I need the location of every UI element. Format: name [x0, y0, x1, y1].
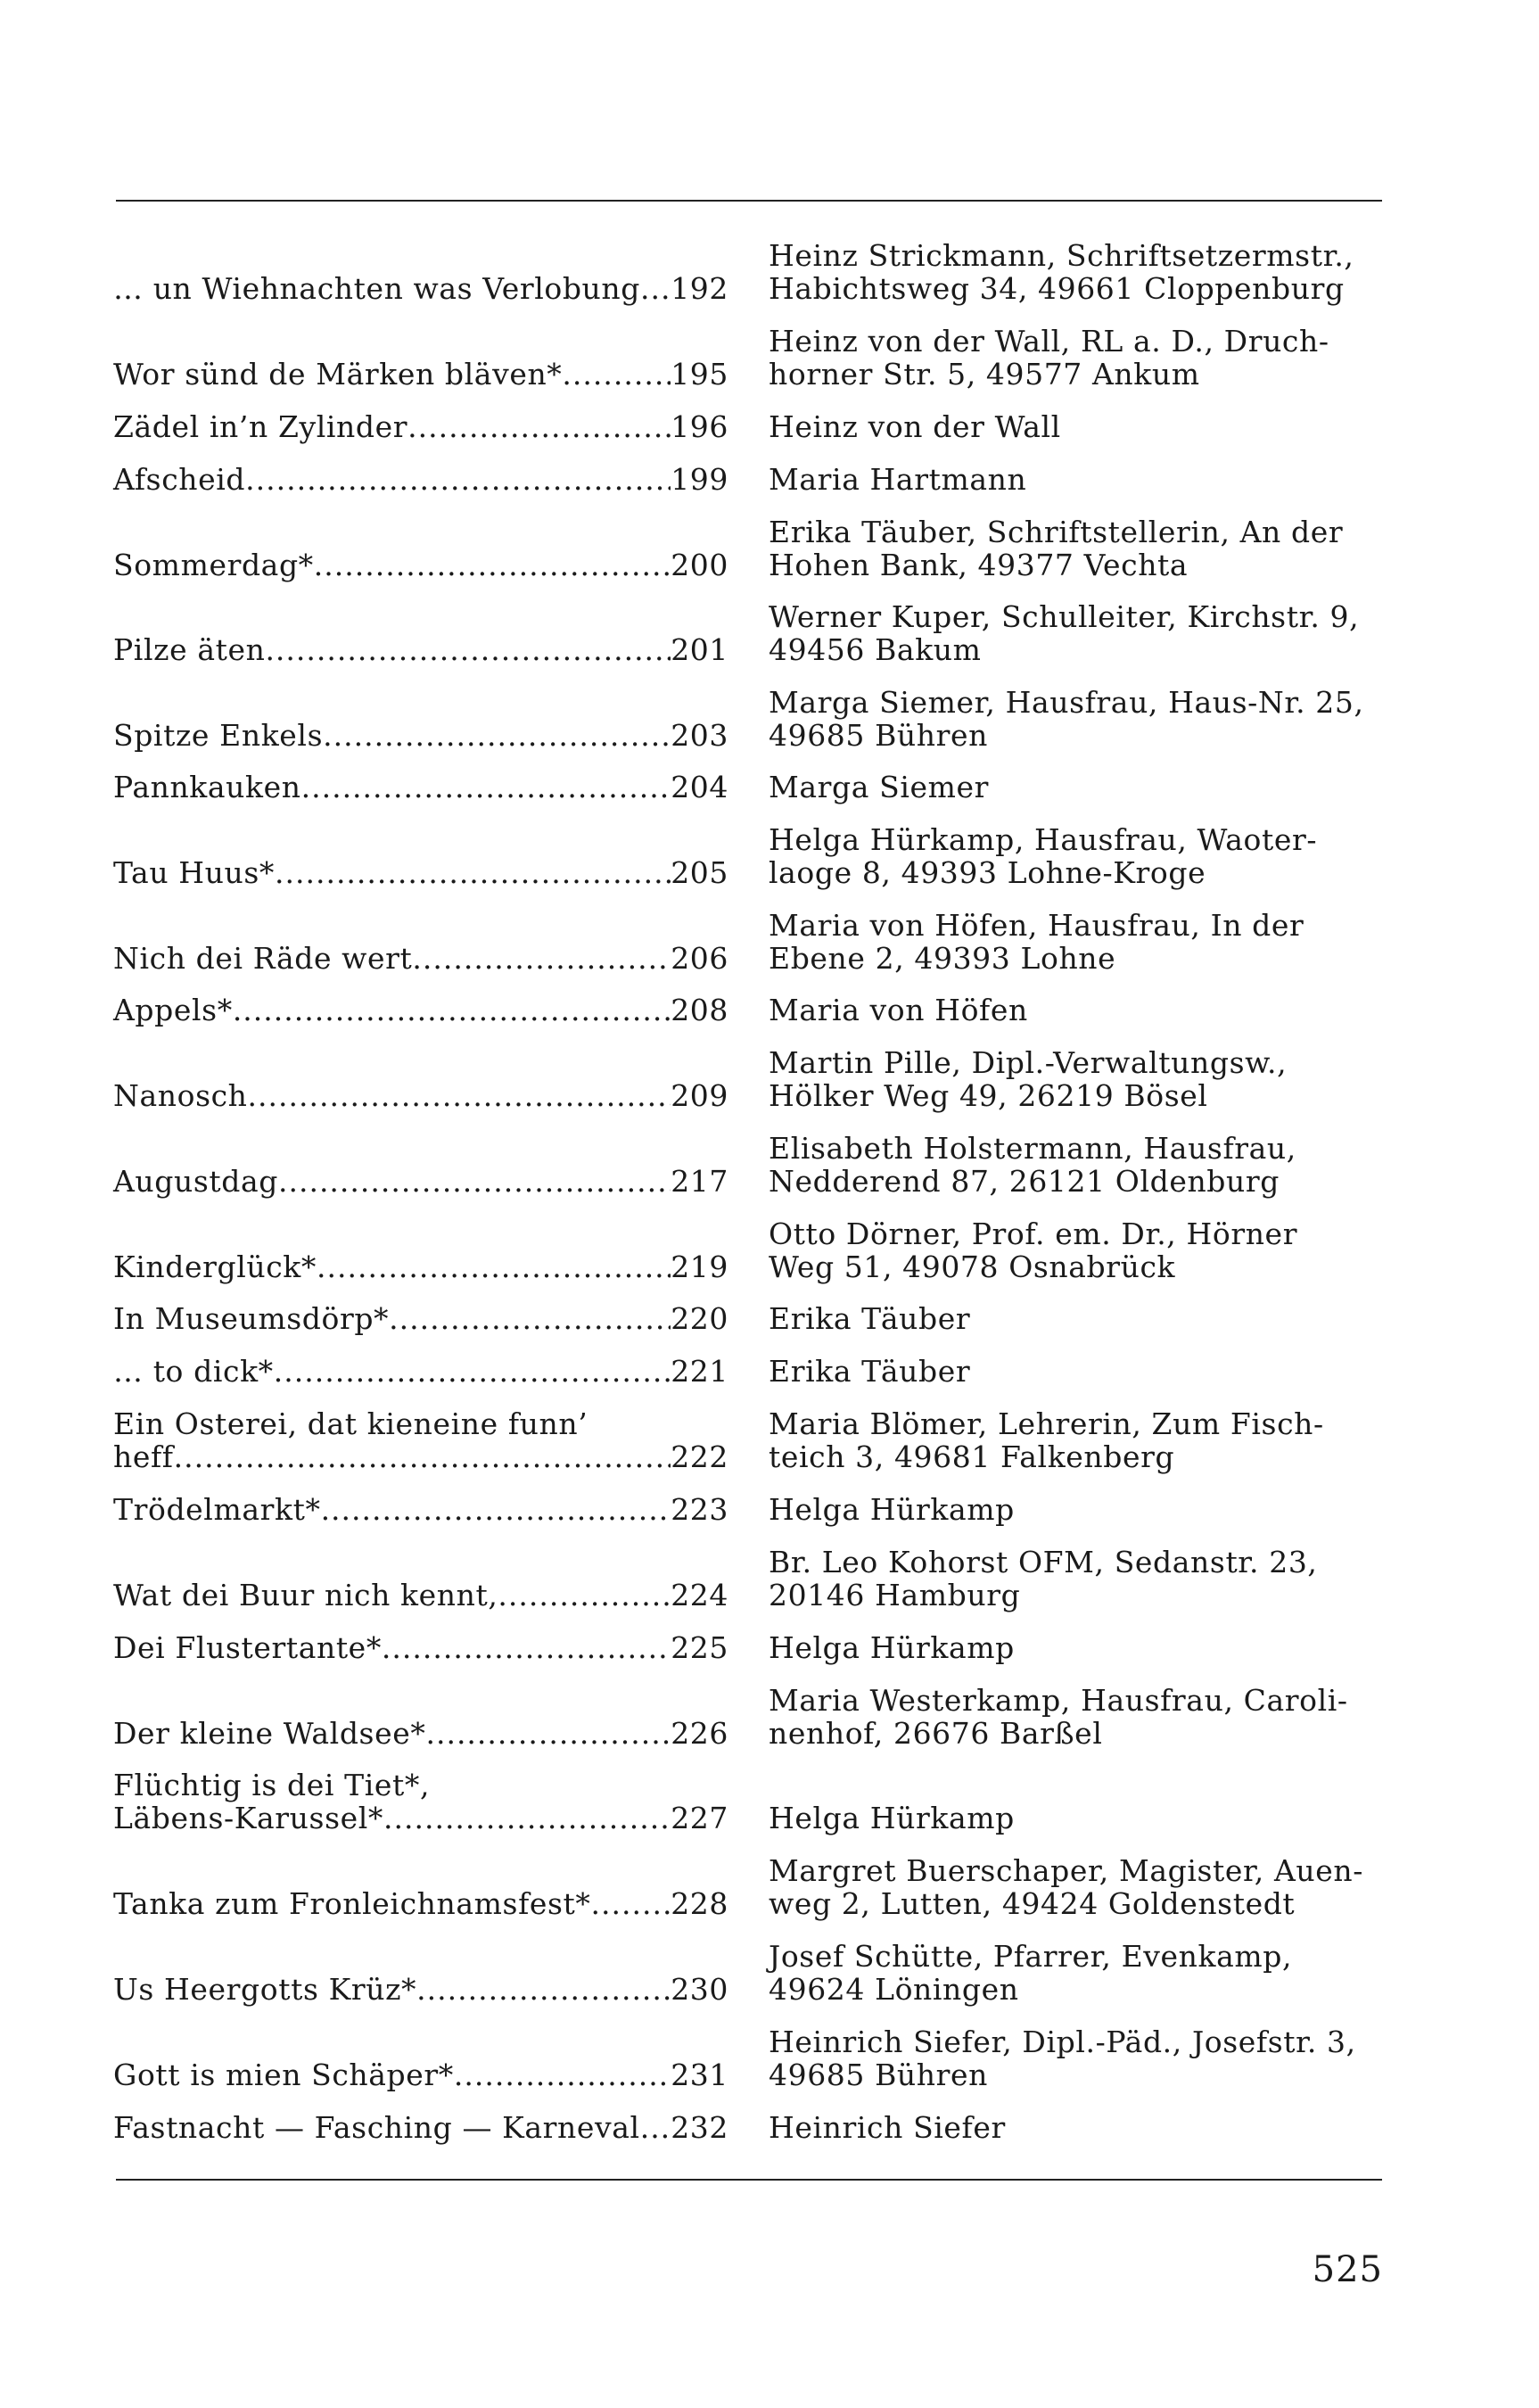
entry-page: 201 — [671, 632, 728, 667]
entry-page: 209 — [671, 1078, 728, 1113]
entry-title: Tanka zum Fronleichnamsfest* — [113, 1886, 591, 1921]
entry-title-block — [113, 1493, 728, 1526]
entry-title-block — [113, 410, 728, 443]
dot-leader — [275, 856, 671, 889]
entry-author-line: weg 2, Lutten, 49424 Goldenstedt — [769, 1886, 1296, 1921]
entry-author — [769, 1132, 1375, 1198]
entry-title: Augustdag — [113, 1164, 278, 1199]
entry-author-line: Maria Westerkamp, Hausfrau, Caroli- — [769, 1683, 1348, 1718]
dot-leader — [416, 1973, 671, 2006]
entry-title-line — [113, 463, 728, 496]
entry-author-line: Marga Siemer, Hausfrau, Haus-Nr. 25, — [769, 685, 1364, 720]
entry-author — [769, 771, 1375, 804]
entry-page: 224 — [671, 1578, 728, 1612]
entry-title: Afscheid — [113, 462, 246, 497]
entry-page: 205 — [671, 855, 728, 890]
entry-author-line: Maria Hartmann — [769, 462, 1027, 497]
entry-title-block — [113, 1769, 728, 1835]
entry-page: 203 — [671, 718, 728, 753]
dot-leader — [389, 1302, 671, 1335]
entry-title-line — [113, 2058, 728, 2091]
entry-author — [769, 686, 1375, 752]
entry-author — [769, 1684, 1375, 1750]
entry-title-line — [113, 1440, 728, 1473]
entry-author-line: Helga Hürkamp — [769, 1801, 1015, 1835]
entry-title-line — [113, 633, 728, 666]
entry-page: 231 — [671, 2058, 728, 2092]
entry-title-block — [113, 1407, 728, 1473]
entry-author-line: teich 3, 49681 Falkenberg — [769, 1439, 1175, 1474]
entry-title: Wor sünd de Märken bläven* — [113, 357, 563, 392]
dot-leader — [274, 1355, 671, 1388]
entry-author — [769, 239, 1375, 305]
entry-page: 226 — [671, 1716, 728, 1751]
entry-title-first-line: Ein Osterei, dat kieneine funn’ — [113, 1406, 588, 1441]
dot-leader — [248, 1079, 671, 1112]
dot-leader — [562, 358, 671, 391]
entry-author-line: nenhof, 26676 Barßel — [769, 1716, 1103, 1751]
entry-page: 217 — [671, 1164, 728, 1199]
entry-author-line: 49456 Bakum — [769, 632, 982, 667]
entry-title: Nich dei Räde wert — [113, 941, 413, 976]
entry-title-block — [113, 463, 728, 496]
entry-page: 230 — [671, 1972, 728, 2007]
entry-page: 228 — [671, 1886, 728, 1921]
entry-title-line — [113, 1165, 728, 1198]
entry-title: Fastnacht — Fasching — Karneval — [113, 2110, 640, 2145]
entry-title-line — [113, 856, 728, 889]
entry-author-line: Hölker Weg 49, 26219 Bösel — [769, 1078, 1208, 1113]
entry-page: 222 — [671, 1439, 728, 1474]
dot-leader — [314, 548, 671, 581]
dot-leader — [317, 1250, 671, 1283]
entry-page: 232 — [671, 2110, 728, 2145]
entry-title: Der kleine Waldsee* — [113, 1716, 426, 1751]
entry-author — [769, 463, 1375, 496]
dot-leader — [301, 771, 671, 804]
dot-leader — [591, 1887, 671, 1920]
entry-title-line — [113, 719, 728, 752]
entry-title-block — [113, 994, 728, 1027]
entry-title-block — [113, 719, 728, 752]
entry-title-block — [113, 1079, 728, 1112]
entry-author-line: Heinz Strickmann, Schriftsetzermstr., — [769, 238, 1354, 273]
entry-author-line: Habichtsweg 34, 49661 Cloppenburg — [769, 271, 1345, 306]
entry-title-block — [113, 1165, 728, 1198]
entry-title-block — [113, 1355, 728, 1388]
entry-author — [769, 1854, 1375, 1920]
entry-author-line: Heinz von der Wall, RL a. D., Druch- — [769, 324, 1329, 359]
entry-page: 196 — [671, 409, 728, 444]
entry-page: 221 — [671, 1354, 728, 1389]
entry-title-block — [113, 1302, 728, 1335]
entry-author — [769, 2025, 1375, 2091]
entry-title-line — [113, 1717, 728, 1750]
entry-author — [769, 1407, 1375, 1473]
entry-author-line: Elisabeth Holstermann, Hausfrau, — [769, 1131, 1296, 1166]
entry-title: Pilze äten — [113, 632, 266, 667]
entry-title-line — [113, 771, 728, 804]
entry-title-line — [113, 358, 728, 391]
entry-title-block — [113, 2058, 728, 2091]
entry-title-block — [113, 2111, 728, 2144]
entry-author — [769, 1493, 1375, 1526]
entry-author — [769, 1355, 1375, 1388]
entry-title-line — [113, 1631, 728, 1664]
entry-title: Trödelmarkt* — [113, 1492, 321, 1527]
entry-author — [769, 909, 1375, 975]
entry-author-line: Otto Dörner, Prof. em. Dr., Hörner — [769, 1216, 1298, 1251]
entry-author — [769, 600, 1375, 666]
entry-author — [769, 515, 1375, 581]
entry-author — [769, 1631, 1375, 1664]
entry-author — [769, 2111, 1375, 2144]
entry-author-line: Helga Hürkamp — [769, 1630, 1015, 1665]
entry-author-line: Heinrich Siefer, Dipl.-Päd., Josefstr. 3, — [769, 2025, 1356, 2059]
entry-title: Us Heergotts Krüz* — [113, 1972, 417, 2007]
entry-title: Tau Huus* — [113, 855, 275, 890]
entry-title-block — [113, 548, 728, 581]
entry-author — [769, 1217, 1375, 1283]
entry-title: Pannkauken — [113, 770, 301, 804]
dot-leader — [323, 719, 671, 752]
entry-author-line: Heinz von der Wall — [769, 409, 1061, 444]
entry-author-line: Martin Pille, Dipl.-Verwaltungsw., — [769, 1045, 1288, 1080]
entry-title-first-line: Flüchtig is dei Tiet*, — [113, 1768, 431, 1802]
entry-title: In Museumsdörp* — [113, 1301, 390, 1336]
entry-author-line: Werner Kuper, Schulleiter, Kirchstr. 9, — [769, 599, 1360, 634]
entry-title: heff — [113, 1439, 174, 1474]
dot-leader — [174, 1440, 671, 1473]
entry-author-line: Br. Leo Kohorst OFM, Sedanstr. 23, — [769, 1545, 1318, 1579]
entry-author-line: 20146 Hamburg — [769, 1578, 1021, 1612]
dot-leader — [407, 410, 671, 443]
entry-title: Spitze Enkels — [113, 718, 324, 753]
entry-title-line — [113, 1079, 728, 1112]
entry-title-line — [113, 410, 728, 443]
entry-title-block — [113, 1250, 728, 1283]
entry-author-line: Helga Hürkamp — [769, 1492, 1015, 1527]
entry-author-line: Maria von Höfen, Hausfrau, In der — [769, 908, 1304, 943]
entry-author — [769, 325, 1375, 391]
entry-title-line — [113, 1887, 728, 1920]
entry-title-block — [113, 942, 728, 975]
entry-title-block — [113, 1887, 728, 1920]
entry-page: 223 — [671, 1492, 728, 1527]
dot-leader — [278, 1165, 671, 1198]
entry-author-line: horner Str. 5, 49577 Ankum — [769, 357, 1200, 392]
entry-author-line: Josef Schütte, Pfarrer, Evenkamp, — [769, 1939, 1293, 1974]
entry-page: 220 — [671, 1301, 728, 1336]
entry-author-line: Weg 51, 49078 Osnabrück — [769, 1249, 1176, 1284]
entry-title-block — [113, 1717, 728, 1750]
entry-title: Dei Flustertante* — [113, 1630, 382, 1665]
entry-title-block — [113, 856, 728, 889]
entry-title: Läbens-Karussel* — [113, 1801, 383, 1835]
entry-author — [769, 1302, 1375, 1335]
entry-title: Gott is mien Schäper* — [113, 2058, 454, 2092]
dot-leader — [245, 463, 671, 496]
entry-author-line: Nedderend 87, 26121 Oldenburg — [769, 1164, 1280, 1199]
entry-page: 204 — [671, 770, 728, 804]
entry-title-block — [113, 771, 728, 804]
entry-title: Zädel in’n Zylinder — [113, 409, 408, 444]
entry-author-line: Maria Blömer, Lehrerin, Zum Fisch- — [769, 1406, 1324, 1441]
dot-leader — [640, 272, 671, 305]
dot-leader — [640, 2111, 671, 2144]
entry-author — [769, 823, 1375, 889]
dot-leader — [412, 942, 671, 975]
entry-title-block — [113, 1631, 728, 1664]
entry-author — [769, 1802, 1375, 1835]
dot-leader — [382, 1631, 671, 1664]
entry-title: Kinderglück* — [113, 1249, 317, 1284]
entry-author — [769, 410, 1375, 443]
entry-title-line — [113, 1250, 728, 1283]
entry-title-line — [113, 1493, 728, 1526]
entry-title-block — [113, 272, 728, 305]
entry-author-line: Helga Hürkamp, Hausfrau, Waoter- — [769, 822, 1318, 857]
entry-author-line: 49685 Bühren — [769, 718, 988, 753]
entry-title-line — [113, 994, 728, 1027]
entry-author-line: laoge 8, 49393 Lohne-Kroge — [769, 855, 1206, 890]
entry-title: Nanosch — [113, 1078, 248, 1113]
entry-page: 195 — [671, 357, 728, 392]
entry-author-line: Erika Täuber — [769, 1301, 971, 1336]
entry-author-line: Erika Täuber — [769, 1354, 971, 1389]
entry-title-line — [113, 1579, 728, 1612]
dot-leader — [425, 1717, 671, 1750]
dot-leader — [454, 2058, 671, 2091]
dot-leader — [498, 1579, 671, 1612]
entry-author-line: 49685 Bühren — [769, 2058, 988, 2092]
entry-page: 200 — [671, 548, 728, 582]
entry-title-line — [113, 548, 728, 581]
entry-author-line: Marga Siemer — [769, 770, 990, 804]
entry-title-block — [113, 633, 728, 666]
entry-title: Sommerdag* — [113, 548, 314, 582]
entry-page: 225 — [671, 1630, 728, 1665]
entry-title-line — [113, 1302, 728, 1335]
entry-title: … to dick* — [113, 1354, 274, 1389]
entry-author-line: Maria von Höfen — [769, 993, 1028, 1027]
entry-title: Appels* — [113, 993, 233, 1027]
entry-title-line — [113, 1802, 728, 1835]
dot-leader — [265, 633, 671, 666]
entry-title-line — [113, 2111, 728, 2144]
bottom-rule — [116, 2179, 1382, 2181]
entry-page: 227 — [671, 1801, 728, 1835]
entry-title: … un Wiehnachten was Verlobung — [113, 271, 640, 306]
entry-author — [769, 1546, 1375, 1612]
entry-page: 199 — [671, 462, 728, 497]
entry-title-line — [113, 1355, 728, 1388]
entry-author — [769, 1940, 1375, 2006]
entry-page: 206 — [671, 941, 728, 976]
entry-title-line — [113, 1973, 728, 2006]
entry-page: 219 — [671, 1249, 728, 1284]
entry-page: 192 — [671, 271, 728, 306]
entry-title-block — [113, 1579, 728, 1612]
entry-author-line: Ebene 2, 49393 Lohne — [769, 941, 1116, 976]
entry-title-line — [113, 942, 728, 975]
entry-author — [769, 1046, 1375, 1112]
entry-author-line: Hohen Bank, 49377 Vechta — [769, 548, 1189, 582]
dot-leader — [321, 1493, 671, 1526]
dot-leader — [383, 1802, 671, 1835]
entry-author-line: Erika Täuber, Schriftstellerin, An der — [769, 515, 1344, 549]
entry-title-block — [113, 358, 728, 391]
page-number: 525 — [1312, 2249, 1383, 2290]
entry-title-line — [113, 272, 728, 305]
dot-leader — [233, 994, 671, 1027]
entry-title: Wat dei Buur nich kennt, — [113, 1578, 498, 1612]
entry-author — [769, 994, 1375, 1027]
entry-title-block — [113, 1973, 728, 2006]
entry-author-line: Heinrich Siefer — [769, 2110, 1006, 2145]
entry-author-line: 49624 Löningen — [769, 1972, 1019, 2007]
entry-page: 208 — [671, 993, 728, 1027]
entry-author-line: Margret Buerschaper, Magister, Auen- — [769, 1853, 1363, 1888]
